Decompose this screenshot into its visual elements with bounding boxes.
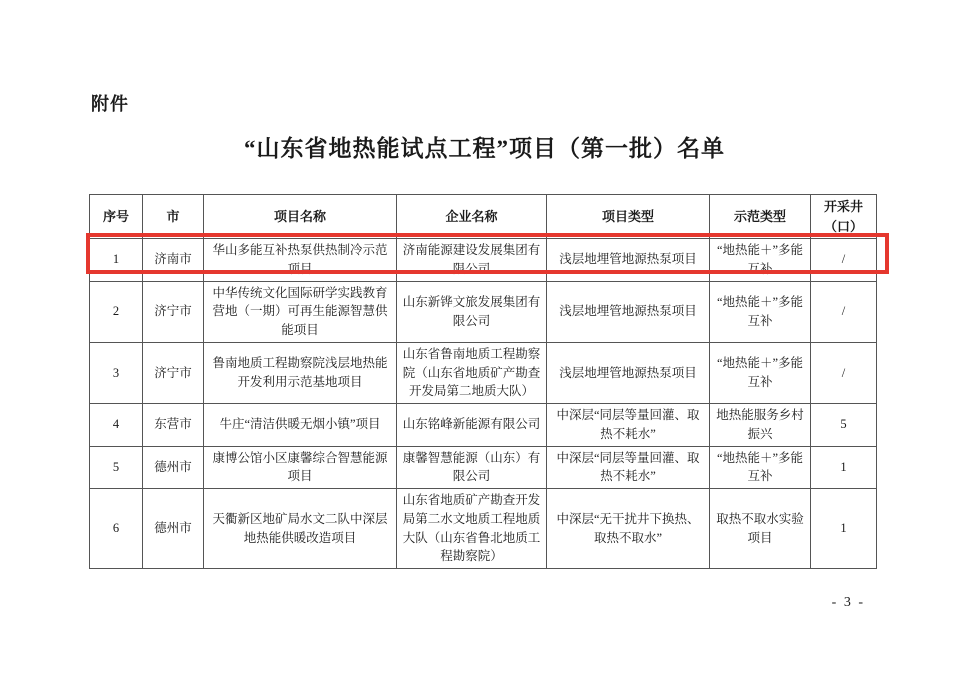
cell-project-name: 牛庄“清洁供暖无烟小镇”项目 [204, 404, 397, 447]
cell-city: 济宁市 [143, 281, 204, 342]
table-row [90, 404, 877, 447]
cell-demo-type: “地热能＋”多能互补 [710, 281, 811, 342]
header-city: 市 [143, 195, 204, 239]
cell-company: 山东新铧文旅发展集团有限公司 [397, 281, 547, 342]
table-row [90, 281, 877, 342]
header-demo-type: 示范类型 [710, 195, 811, 239]
header-project-type: 项目类型 [547, 195, 710, 239]
cell-company: 山东省鲁南地质工程勘察院（山东省地质矿产勘查开发局第二地质大队） [397, 342, 547, 403]
header-company: 企业名称 [397, 195, 547, 239]
cell-demo-type: “地热能＋”多能互补 [710, 446, 811, 489]
cell-project-name: 中华传统文化国际研学实践教育营地（一期）可再生能源智慧供能项目 [204, 281, 397, 342]
cell-wells: 1 [811, 446, 877, 489]
cell-project-type: 中深层“同层等量回灌、取热不耗水” [547, 404, 710, 447]
cell-company: 山东铭峰新能源有限公司 [397, 404, 547, 447]
projects-table [89, 194, 877, 569]
cell-project-type: 浅层地埋管地源热泵项目 [547, 342, 710, 403]
table-row [90, 446, 877, 489]
cell-city: 东营市 [143, 404, 204, 447]
cell-city: 德州市 [143, 489, 204, 569]
page-title: “山东省地热能试点工程”项目（第一批）名单 [244, 136, 725, 161]
cell-seq: 5 [90, 446, 143, 489]
cell-project-name: 天衢新区地矿局水文二队中深层地热能供暖改造项目 [204, 489, 397, 569]
cell-company: 康馨智慧能源（山东）有限公司 [397, 446, 547, 489]
cell-seq: 4 [90, 404, 143, 447]
cell-wells: 1 [811, 489, 877, 569]
attachment-label: 附件 [91, 94, 129, 114]
cell-project-type: 浅层地埋管地源热泵项目 [547, 281, 710, 342]
cell-project-type: 中深层“无干扰井下换热、取热不取水” [547, 489, 710, 569]
cell-wells: 5 [811, 404, 877, 447]
cell-seq: 3 [90, 342, 143, 403]
cell-demo-type: “地热能＋”多能互补 [710, 342, 811, 403]
cell-project-name: 华山多能互补热泵供热制冷示范项目 [204, 239, 397, 282]
cell-demo-type: 地热能服务乡村振兴 [710, 404, 811, 447]
cell-wells: / [811, 342, 877, 403]
header-project-name: 项目名称 [204, 195, 397, 239]
cell-city: 济宁市 [143, 342, 204, 403]
header-seq: 序号 [90, 195, 143, 239]
cell-wells: / [811, 281, 877, 342]
cell-demo-type: 取热不取水实验项目 [710, 489, 811, 569]
cell-seq: 6 [90, 489, 143, 569]
cell-project-type: 浅层地埋管地源热泵项目 [547, 239, 710, 282]
cell-project-name: 鲁南地质工程勘察院浅层地热能开发利用示范基地项目 [204, 342, 397, 403]
table-row [90, 239, 877, 282]
cell-company: 山东省地质矿产勘查开发局第二水文地质工程地质大队（山东省鲁北地质工程勘察院） [397, 489, 547, 569]
cell-project-name: 康博公馆小区康馨综合智慧能源项目 [204, 446, 397, 489]
page-number: - 3 - [831, 595, 865, 610]
cell-city: 德州市 [143, 446, 204, 489]
table-header-row [90, 195, 877, 239]
cell-seq: 2 [90, 281, 143, 342]
cell-city: 济南市 [143, 239, 204, 282]
table-row [90, 342, 877, 403]
cell-seq: 1 [90, 239, 143, 282]
cell-wells: / [811, 239, 877, 282]
cell-project-type: 中深层“同层等量回灌、取热不耗水” [547, 446, 710, 489]
cell-company: 济南能源建设发展集团有限公司 [397, 239, 547, 282]
cell-demo-type: “地热能＋”多能互补 [710, 239, 811, 282]
header-wells: 开采井（口） [811, 195, 877, 239]
table-row [90, 489, 877, 569]
